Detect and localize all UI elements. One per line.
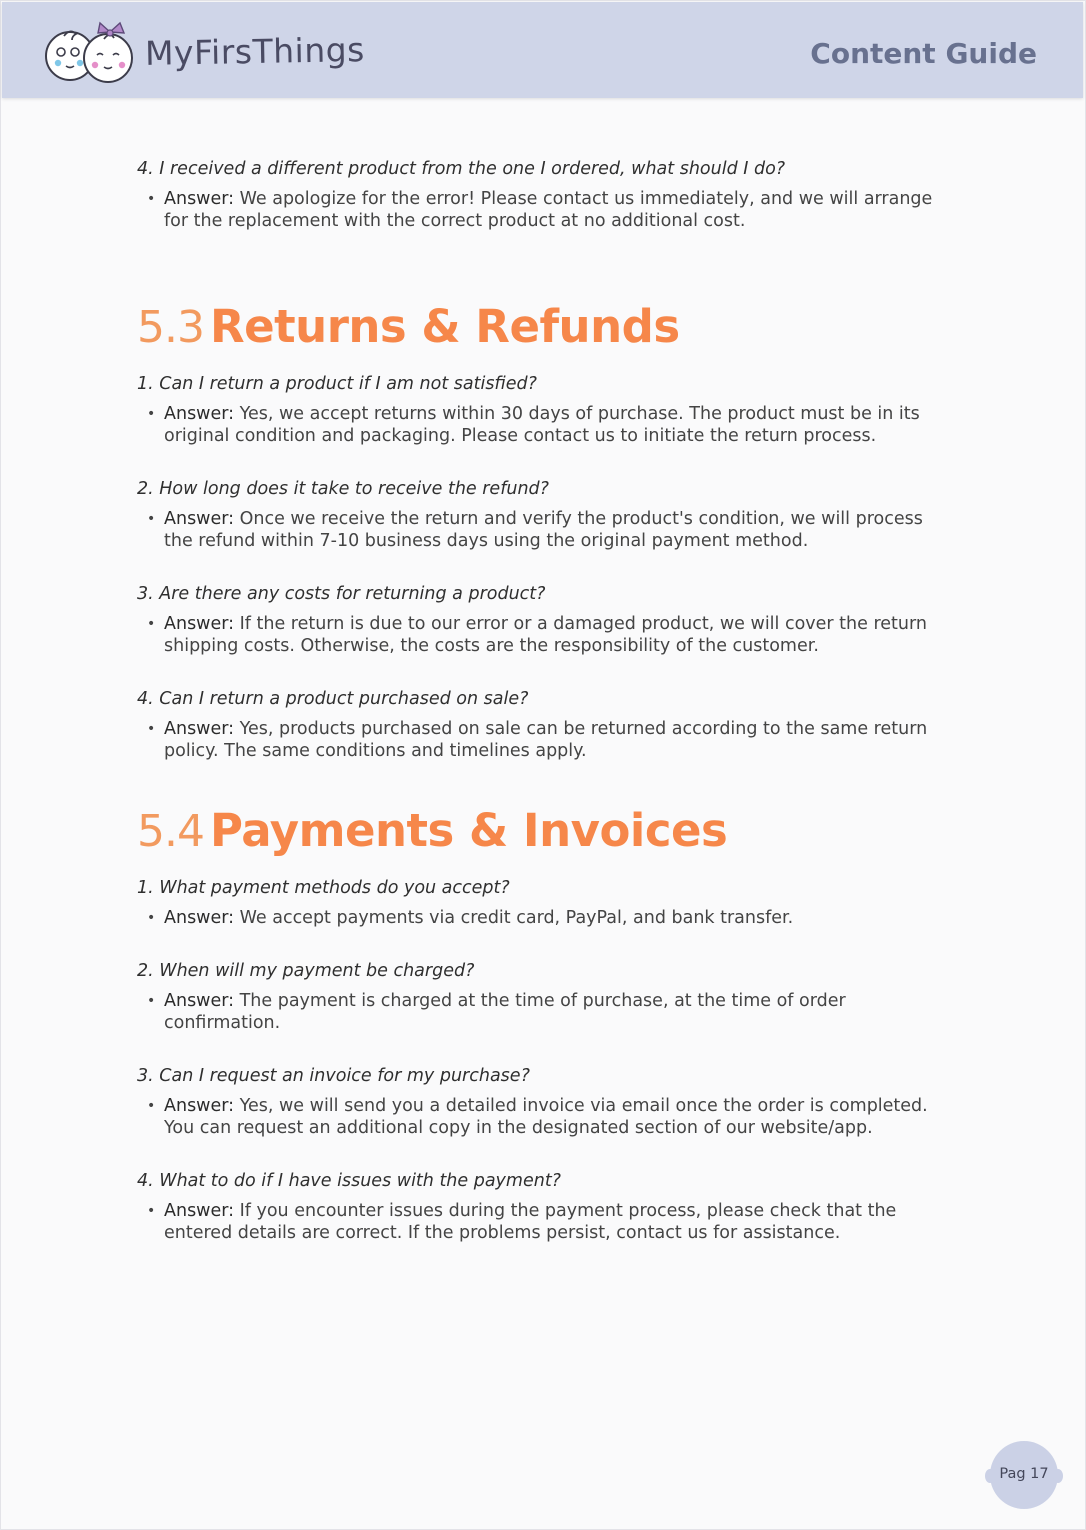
answer-label: Answer:: [164, 614, 235, 634]
faq-item: [137, 583, 957, 657]
faq-question: 3. Can I request an invoice for my purchase?: [137, 1066, 530, 1086]
answer-label: Answer:: [164, 1201, 235, 1221]
bullet-icon: •: [147, 993, 156, 1009]
answer-text: If the return is due to our error or a damaged product, we will cover the return shipping costs. Otherwise, the costs are the responsibility of the customer.: [164, 614, 927, 656]
faq-question: 4. What to do if I have issues with the payment?: [137, 1171, 561, 1191]
faq-item: [137, 688, 957, 762]
answer-label: Answer:: [164, 719, 235, 739]
faq-item: [137, 1170, 957, 1244]
bullet-icon: •: [147, 910, 156, 926]
section-title: Returns & Refunds: [209, 300, 680, 353]
content: [137, 158, 957, 1244]
section-heading-payments: [137, 804, 957, 876]
faq-answer: [147, 990, 957, 1034]
faq-item: [137, 478, 957, 552]
page-number: Pag 17: [999, 1466, 1049, 1482]
faq-question: 4. Can I return a product purchased on sale?: [137, 689, 529, 709]
answer-text: Yes, we accept returns within 30 days of purchase. The product must be in its original condition and packaging. Please contact us to initiate the return process.: [164, 404, 920, 446]
bullet-icon: •: [147, 191, 156, 207]
bullet-icon: •: [147, 721, 156, 737]
answer-label: Answer:: [164, 1096, 235, 1116]
answer-label: Answer:: [164, 189, 235, 209]
section-title: Payments & Invoices: [209, 804, 728, 857]
faq-question: 1. What payment methods do you accept?: [137, 878, 510, 898]
bullet-icon: •: [147, 1098, 156, 1114]
bullet-icon: •: [147, 511, 156, 527]
faq-item: [137, 373, 957, 447]
faq-answer: [147, 907, 957, 929]
section-heading-returns: [137, 300, 957, 372]
answer-label: Answer:: [164, 404, 235, 424]
faq-question: 3. Are there any costs for returning a product?: [137, 584, 546, 604]
page-header: [2, 2, 1083, 98]
faq-answer: [147, 1200, 957, 1244]
bullet-icon: •: [147, 406, 156, 422]
faq-answer: [147, 188, 957, 232]
answer-text: Yes, products purchased on sale can be returned according to the same return policy. The same conditions and timelines apply.: [164, 719, 928, 761]
answer-label: Answer:: [164, 991, 235, 1011]
faq-answer: [147, 1095, 957, 1139]
faq-answer: [147, 403, 957, 447]
section-number: 5.3: [137, 302, 204, 353]
faq-item: [137, 877, 957, 929]
baby-faces-logo-icon: [42, 18, 138, 86]
bullet-icon: •: [147, 616, 156, 632]
bullet-icon: •: [147, 1203, 156, 1219]
answer-text: The payment is charged at the time of purchase, at the time of order confirmation.: [164, 991, 846, 1033]
faq-question: 2. How long does it take to receive the refund?: [137, 479, 549, 499]
faq-answer: [147, 613, 957, 657]
faq-answer: [147, 508, 957, 552]
faq-question: 4. I received a different product from the one I ordered, what should I do?: [137, 159, 786, 179]
faq-item: [137, 1065, 957, 1139]
answer-label: Answer:: [164, 509, 235, 529]
answer-text: Yes, we will send you a detailed invoice via email once the order is completed. You can request an additional copy in the designated section of our website/app.: [164, 1096, 928, 1138]
page-number-badge: [990, 1441, 1058, 1509]
section-number: 5.4: [137, 806, 204, 857]
answer-text: We accept payments via credit card, PayPal, and bank transfer.: [234, 908, 794, 928]
faq-question: 1. Can I return a product if I am not satisfied?: [137, 374, 537, 394]
document-title: Content Guide: [810, 37, 1037, 70]
faq-item: [137, 960, 957, 1034]
brand-name: MyFirsThings: [144, 30, 366, 73]
faq-item: [137, 158, 957, 232]
answer-label: Answer:: [164, 908, 235, 928]
answer-text: Once we receive the return and verify the product's condition, we will process the refund within 7-10 business days using the original payment method.: [164, 509, 923, 551]
answer-text: We apologize for the error! Please contact us immediately, and we will arrange for the replacement with the correct product at no additional cost.: [164, 189, 933, 231]
faq-question: 2. When will my payment be charged?: [137, 961, 475, 981]
faq-answer: [147, 718, 957, 762]
answer-text: If you encounter issues during the payment process, please check that the entered details are correct. If the problems persist, contact us for assistance.: [164, 1201, 897, 1243]
